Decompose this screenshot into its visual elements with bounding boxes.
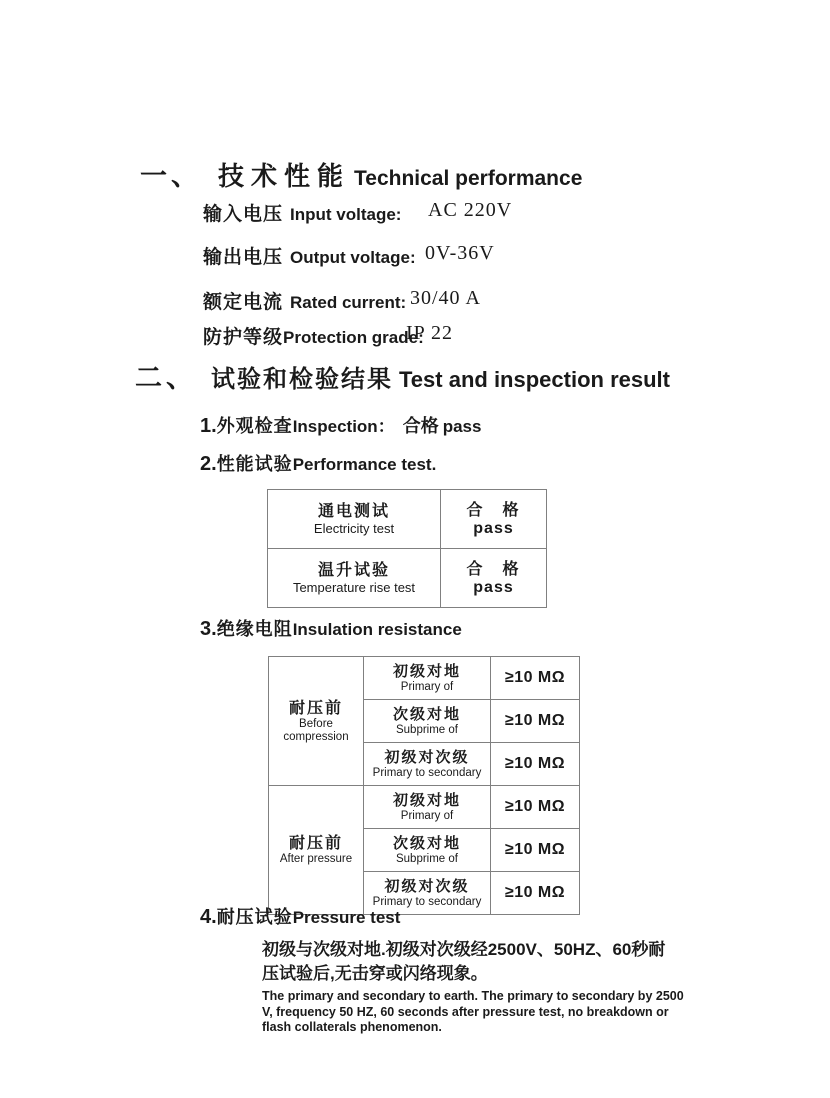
cell-electricity-test xyxy=(268,490,441,549)
spec-row-protection-grade xyxy=(203,322,633,350)
cell-value: ≥10 MΩ xyxy=(491,700,580,743)
item-label-en: Pressure test xyxy=(292,908,401,927)
spec-label-zh: 额定电流 xyxy=(203,292,284,313)
item-label-zh: 外观检查 xyxy=(216,416,293,436)
section1-number: 一、 xyxy=(140,161,202,191)
item-label-zh: 性能试验 xyxy=(216,454,293,474)
group-label-en: After pressure xyxy=(279,853,353,865)
item-inspection xyxy=(200,412,481,438)
measure-en: Subprime of xyxy=(395,723,458,736)
table-row xyxy=(269,657,580,700)
measure-en: Primary of xyxy=(400,680,454,693)
spec-label-en: Input voltage: xyxy=(290,205,402,224)
spec-row-rated-current xyxy=(203,287,633,315)
item-insulation-resistance xyxy=(200,615,462,641)
cell-result xyxy=(441,549,547,608)
spec-label-zh: 防护等级 xyxy=(203,327,284,348)
measure-zh: 次级对地 xyxy=(392,705,461,723)
table-row xyxy=(268,490,547,549)
section1-heading xyxy=(140,154,582,193)
item-performance-test xyxy=(200,450,436,476)
item-number: 2. xyxy=(200,453,217,475)
table-row xyxy=(269,786,580,829)
inspection-result-zh: 合格 xyxy=(402,416,439,436)
cell-group-before xyxy=(269,657,364,786)
group-label-zh: 耐压前 xyxy=(288,699,343,717)
item-number: 4. xyxy=(200,906,217,928)
cell-test-en: Temperature rise test xyxy=(292,580,416,595)
spec-label-en: Rated current: xyxy=(290,293,407,312)
measure-en: Subprime of xyxy=(395,852,458,865)
pressure-test-paragraph xyxy=(262,938,694,1036)
cell-value: ≥10 MΩ xyxy=(491,872,580,915)
cell-test-zh: 通电测试 xyxy=(317,503,390,520)
section1-title-zh: 技术性能 xyxy=(218,161,351,191)
cell-test-en: Electricity test xyxy=(313,521,395,536)
performance-table xyxy=(267,489,547,608)
table-row xyxy=(268,549,547,608)
spec-label-en: Protection grade: xyxy=(283,328,424,347)
cell-measure xyxy=(364,786,491,829)
item-pressure-test xyxy=(200,903,400,929)
group-label-en: Before compression xyxy=(283,717,349,743)
measure-en: Primary to secondary xyxy=(372,766,482,779)
cell-temperature-rise-test xyxy=(268,549,441,608)
measure-zh: 初级对次级 xyxy=(384,877,470,895)
cell-measure xyxy=(364,743,491,786)
cell-value: ≥10 MΩ xyxy=(491,743,580,786)
inspection-result-en: pass xyxy=(442,417,482,436)
spec-value: 0V-36V xyxy=(425,242,495,264)
item-number: 3. xyxy=(200,618,217,640)
measure-zh: 次级对地 xyxy=(392,834,461,852)
cell-result-en: pass xyxy=(473,519,514,537)
section2-title-zh: 试验和检验结果 xyxy=(211,366,393,393)
section1-title-en: Technical performance xyxy=(354,167,583,190)
cell-value: ≥10 MΩ xyxy=(491,657,580,700)
pressure-paragraph-en: The primary and secondary to earth. The primary to secondary by 2500 V, frequency 50 HZ, 60 seconds after pressure test, no breakdown or flash collaterals phenomenon. xyxy=(262,989,684,1034)
item-label-zh: 绝缘电阻 xyxy=(216,619,293,639)
item-label-en: Inspection： xyxy=(292,417,395,436)
section2-heading xyxy=(135,356,670,395)
measure-en: Primary to secondary xyxy=(372,895,482,908)
spec-value: 30/40 A xyxy=(410,287,481,309)
spec-row-input-voltage xyxy=(203,199,633,227)
cell-test-zh: 温升试验 xyxy=(317,562,390,579)
cell-result xyxy=(441,490,547,549)
cell-group-after xyxy=(269,786,364,915)
measure-zh: 初级对次级 xyxy=(384,748,470,766)
cell-measure xyxy=(364,829,491,872)
item-number: 1. xyxy=(200,415,217,437)
spec-label-zh: 输出电压 xyxy=(203,247,284,268)
section2-title-en: Test and inspection result xyxy=(399,367,670,392)
section2-number: 二、 xyxy=(135,363,197,393)
cell-measure xyxy=(364,657,491,700)
insulation-table xyxy=(268,656,580,915)
measure-zh: 初级对地 xyxy=(392,791,461,809)
spec-label-zh: 输入电压 xyxy=(203,204,284,225)
spec-row-output-voltage xyxy=(203,242,633,270)
item-label-en: Insulation resistance xyxy=(292,620,462,639)
spec-value: AC 220V xyxy=(428,199,513,221)
measure-en: Primary of xyxy=(400,809,454,822)
spec-label-en: Output voltage: xyxy=(290,248,416,267)
group-label-zh: 耐压前 xyxy=(288,835,343,852)
measure-zh: 初级对地 xyxy=(392,662,461,680)
cell-result-en: pass xyxy=(473,578,514,596)
item-label-zh: 耐压试验 xyxy=(216,907,293,927)
spec-value: IP 22 xyxy=(406,322,454,344)
cell-value: ≥10 MΩ xyxy=(491,829,580,872)
cell-result-zh: 合 格 xyxy=(466,501,521,519)
cell-measure xyxy=(364,700,491,743)
cell-value: ≥10 MΩ xyxy=(491,786,580,829)
cell-result-zh: 合 格 xyxy=(466,560,521,578)
pressure-paragraph-zh: 初级与次级对地.初级对次级经2500V、50HZ、60秒耐压试验后,无击穿或闪络现象。 xyxy=(262,940,666,983)
item-label-en: Performance test. xyxy=(292,455,437,474)
